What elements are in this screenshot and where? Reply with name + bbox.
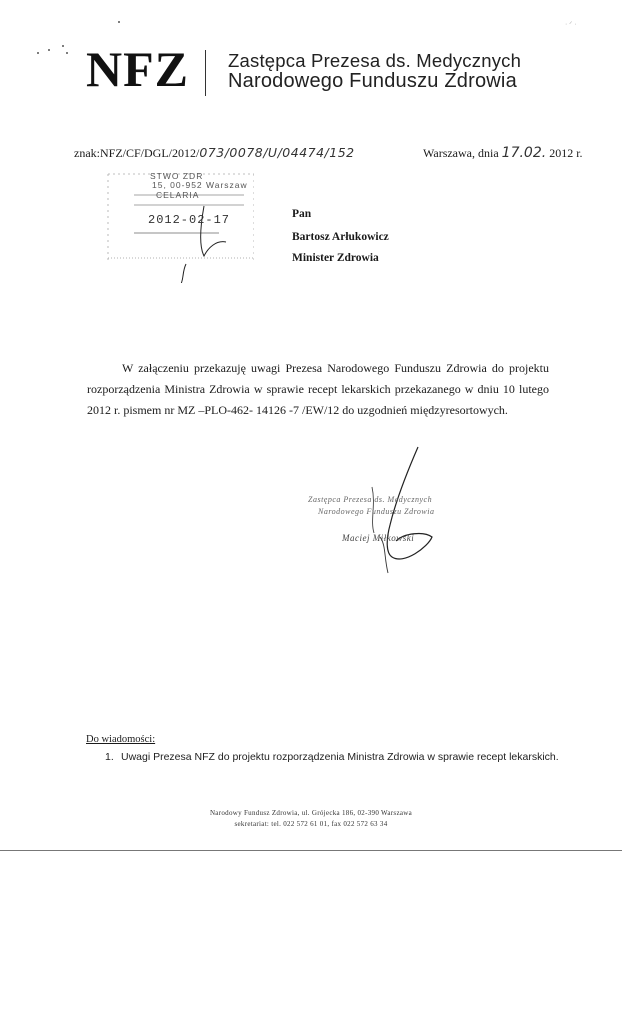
letterhead-line1: Zastępca Prezesa ds. Medycznych [228, 50, 522, 71]
stamp-line3: CELARIA [156, 190, 200, 200]
notes-title: Do wiadomości: [86, 734, 156, 745]
stamp-date: 2012-02-17 [148, 213, 231, 227]
date-suffix: 2012 r. [549, 146, 583, 160]
corner-mark: ᐧ ᐟ ᐧ [565, 20, 577, 29]
letterhead-line2: Narodowego Funduszu Zdrowia [228, 70, 517, 92]
reference-number [74, 145, 355, 161]
letter-date [423, 145, 583, 161]
recipient-salutation: Pan [292, 208, 312, 220]
nfz-logo: NFZ [86, 41, 189, 97]
signature-name: Maciej Miłkowski [342, 533, 415, 543]
registry-stamp [104, 168, 254, 268]
recipient-title: Minister Zdrowia [292, 252, 379, 264]
reference-handwritten: 073/0078/U/04474/152 [199, 145, 355, 160]
footer-address: Narodowy Fundusz Zdrowia, ul. Grójecka 186, 02-390 Warszawa [209, 809, 413, 817]
date-handwritten: 17.02. [501, 145, 547, 161]
stamp-line2: 15, 00-952 Warszaw [152, 180, 248, 190]
signature-line1: Zastępca Prezesa ds. Medycznych [308, 495, 433, 504]
signature-line2: Narodowego Funduszu Zdrowia [318, 507, 435, 516]
signature-block [300, 445, 480, 575]
notes-item-number: 1. [105, 751, 114, 763]
letterhead-divider [205, 50, 206, 96]
stamp-line1: STWO ZDR [150, 171, 204, 181]
recipient-name: Bartosz Arłukowicz [292, 231, 389, 243]
notes-item [105, 751, 559, 763]
body-paragraph: W załączeniu przekazuję uwagi Prezesa Narodowego Funduszu Zdrowia do projektu rozporządzenia Ministra Zdrowia w sprawie recept lekarskich przekazanego w dniu 10 lutego 2012 r. pismem nr MZ –PLO-462- 14126 -7 /EW/12 do uzgodnień międzyresortowych. [87, 361, 549, 417]
letter-body [87, 358, 549, 421]
footer-contact: sekretariat: tel. 022 572 61 01, fax 022 572 63 34 [234, 820, 388, 828]
notes-item-text: Uwagi Prezesa NFZ do projektu rozporządzenia Ministra Zdrowia w sprawie recept lekarskich. [121, 751, 559, 763]
reference-printed: znak:NFZ/CF/DGL/2012/ [74, 146, 200, 160]
date-prefix: Warszawa, dnia [423, 146, 499, 160]
footer-rule [0, 850, 622, 851]
